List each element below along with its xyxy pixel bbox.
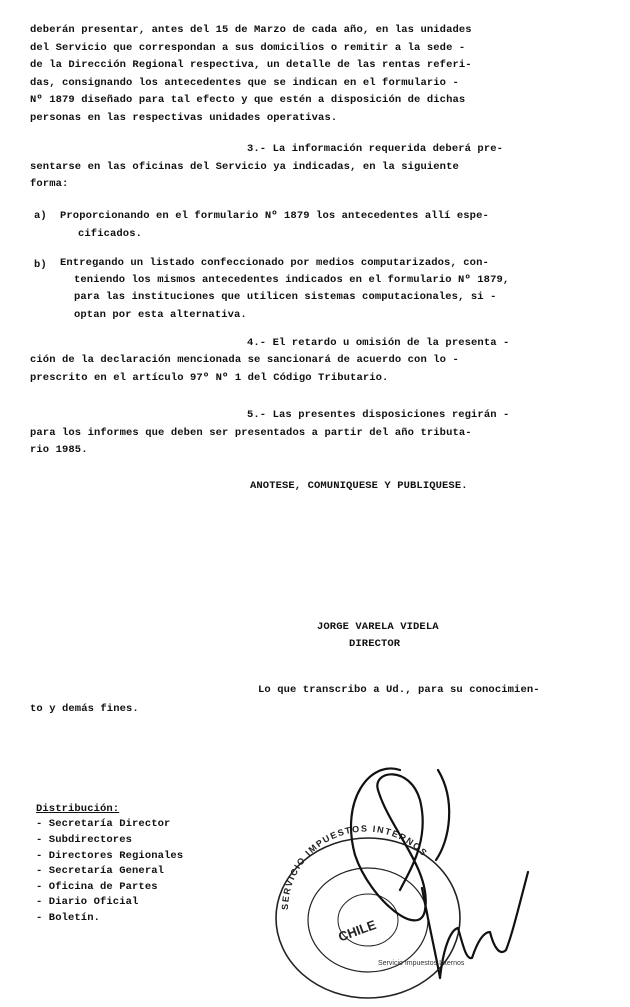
distribution-item: - Subdirectores xyxy=(36,834,133,846)
item-b-line: optan por esta alternativa. xyxy=(74,309,247,321)
section-4-heading-line: 4.- El retardo u omisión de la presenta - xyxy=(247,337,510,349)
seal-center-text: CHILE xyxy=(336,916,379,945)
item-a-line: Proporcionando en el formulario Nº 1879 los antecedentes allí espe- xyxy=(60,210,489,222)
transcription-line: to y demás fines. xyxy=(30,703,139,715)
item-b-line: Entregando un listado confeccionado por medios computarizados, con- xyxy=(60,257,489,269)
distribution-item: - Oficina de Partes xyxy=(36,881,158,893)
intro-line: das, consignando los antecedentes que se indican en el formulario - xyxy=(30,77,459,89)
intro-line: personas en las respectivas unidades operativas. xyxy=(30,112,338,124)
distribution-item: - Secretaría General xyxy=(36,865,165,877)
handwritten-signature-icon xyxy=(351,768,528,978)
section-5-line: rio 1985. xyxy=(30,444,88,456)
transcription-line: Lo que transcribo a Ud., para su conocimien- xyxy=(258,684,540,696)
section-5-heading-line: 5.- Las presentes disposiciones regirán - xyxy=(247,409,510,421)
item-b-line: para las instituciones que utilicen sistemas computacionales, si - xyxy=(74,291,497,303)
item-b-marker: b) xyxy=(34,259,47,271)
svg-text:SERVICIO IMPUESTOS INTERNOS xyxy=(280,824,430,911)
signatory-name: JORGE VARELA VIDELA xyxy=(317,621,439,633)
intro-line: deberán presentar, antes del 15 de Marzo de cada año, en las unidades xyxy=(30,24,472,36)
item-b-line: teniendo los mismos antecedentes indicados en el formulario Nº 1879, xyxy=(74,274,510,286)
distribution-item: - Diario Oficial xyxy=(36,896,139,908)
intro-line: Nº 1879 diseñado para tal efecto y que estén a disposición de dichas xyxy=(30,94,466,106)
distribution-heading: Distribución: xyxy=(36,803,120,815)
intro-line: del Servicio que correspondan a sus domicilios o remitir a la sede - xyxy=(30,42,466,54)
seal-ring-text: SERVICIO IMPUESTOS INTERNOS xyxy=(279,823,430,911)
signatory-title: DIRECTOR xyxy=(349,638,401,650)
section-3-heading-line: 3.- La información requerida deberá pre- xyxy=(247,143,504,155)
item-a-line: cificados. xyxy=(78,228,143,240)
seal-footer-text: Servicio Impuestos Internos xyxy=(378,960,465,967)
intro-line: de la Dirección Regional respectiva, un detalle de las rentas referi- xyxy=(30,59,472,71)
item-a-marker: a) xyxy=(34,210,47,222)
section-3-line: forma: xyxy=(30,178,69,190)
section-4-line: ción de la declaración mencionada se sancionará de acuerdo con lo - xyxy=(30,354,459,366)
distribution-item: - Boletín. xyxy=(36,912,101,924)
section-3-line: sentarse en las oficinas del Servicio ya indicadas, en la siguiente xyxy=(30,161,459,173)
seal-and-signature xyxy=(260,760,590,1000)
section-4-line: prescrito en el artículo 97º Nº 1 del Código Tributario. xyxy=(30,372,389,384)
distribution-item: - Directores Regionales xyxy=(36,850,184,862)
distribution-item: - Secretaría Director xyxy=(36,818,171,830)
closing-formula: ANOTESE, COMUNIQUESE Y PUBLIQUESE. xyxy=(250,480,468,492)
section-5-line: para los informes que deben ser presentados a partir del año tributa- xyxy=(30,427,472,439)
